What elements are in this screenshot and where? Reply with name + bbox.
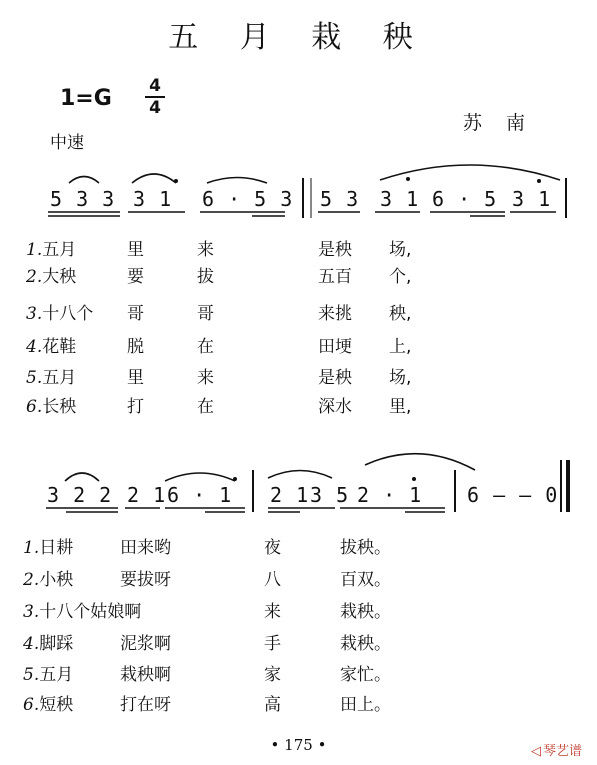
lyric-word: 来挑 [318,304,352,324]
lyric-word: 秧, [389,304,412,324]
lyric-line: 2.小秧 [23,570,74,590]
lyric-word: 高 [264,695,281,715]
region-label: 苏 南 [463,112,535,134]
lyric-line: 3.十八个 [26,304,94,324]
lyric-word: 百双。 [340,570,391,590]
slur [365,454,475,470]
lyric-word: 家忙。 [340,665,391,685]
measure-13: 2 · 1 [357,483,423,507]
lyric-word: 拔 [197,267,214,287]
page-marker-right: • [317,736,327,754]
key-signature: 1=G [60,86,112,111]
lyric-line: 3.十八个姑娘啊 [23,602,142,622]
lyric-word: 上, [389,337,412,357]
lyric-word: 泥浆啊 [120,634,171,654]
slur [165,473,235,481]
lyric-word: 来 [197,368,214,388]
measure-3: 6 · 5 3 [202,187,294,211]
lyric-line: 1.日耕 [23,538,74,558]
lyric-word: 八 [264,570,281,590]
lyric-word: 夜 [264,538,281,558]
lyric-word: 里 [127,240,144,260]
lyric-line: 5.五月 [23,665,74,685]
lyric-word: 家 [264,665,281,685]
lyric-word: 深水 [318,397,352,417]
lyric-word: 田来哟 [120,538,171,558]
lyric-line: 4.脚踩 [23,634,74,654]
lyric-word: 栽秧啊 [120,665,171,685]
page-number: 175 [284,736,313,754]
lyric-line: 6.短秧 [23,695,74,715]
logo-text: 琴艺谱 [543,744,583,759]
page-number-footer [0,736,597,754]
lyric-word: 个, [389,267,412,287]
lyric-word: 手 [264,634,281,654]
measure-14: 6 — — 0 [467,483,559,507]
slur [65,473,99,481]
lyric-word: 来 [197,240,214,260]
page-marker-left: • [270,736,280,754]
lyric-word: 是秧 [318,368,352,388]
measure-1: 5 3 3 [50,187,116,211]
measure-4: 5 3 [320,187,360,211]
lyric-word: 哥 [127,304,144,324]
measure-5: 3 1 [380,187,420,211]
time-signature-bottom: 4 [149,98,161,118]
lyric-word: 来 [264,602,281,622]
lyric-word: 栽秧。 [340,634,391,654]
lyric-word: 打 [127,397,144,417]
lyric-word: 里, [389,397,412,417]
logo-icon: ◁ [531,744,541,759]
lyric-word: 场, [389,240,412,260]
lyric-line: 4.花鞋 [26,337,77,357]
tempo-marking: 中速 [50,133,84,153]
lyric-line: 6.长秧 [26,397,77,417]
slur [268,471,332,479]
lyric-word: 在 [197,397,214,417]
lyric-word: 场, [389,368,412,388]
measure-9: 2 1 [127,483,167,507]
lyric-word: 脱 [127,337,144,357]
time-signature-top: 4 [149,76,161,96]
measure-6: 6 · 5 [432,187,498,211]
lyric-word: 打在呀 [120,695,171,715]
measure-8: 3 2 2 [47,483,113,507]
slur [69,177,99,184]
lyric-word: 是秧 [318,240,352,260]
song-title: 五 月 栽 秧 [168,20,429,55]
slur [207,178,267,184]
measure-2: 3 1 [133,187,173,211]
lyric-line: 5.五月 [26,368,77,388]
slur [132,174,176,183]
lyric-word: 拔秧。 [340,538,391,558]
lyric-word: 田上。 [340,695,391,715]
lyric-word: 要 [127,267,144,287]
lyric-word: 栽秧。 [340,602,391,622]
lyric-word: 要拔呀 [120,570,171,590]
measure-7: 3 1 [512,187,552,211]
measure-12: 3 5 [310,483,350,507]
lyric-word: 里 [127,368,144,388]
lyric-line: 2.大秧 [26,267,77,287]
lyric-line: 1.五月 [26,240,77,260]
lyric-word: 在 [197,337,214,357]
lyric-word: 田埂 [318,337,352,357]
lyric-word: 五百 [318,267,352,287]
measure-10: 6 · 1 [167,483,233,507]
lyric-word: 哥 [197,304,214,324]
measure-11: 2 1 [270,483,310,507]
watermark-logo [531,740,582,759]
